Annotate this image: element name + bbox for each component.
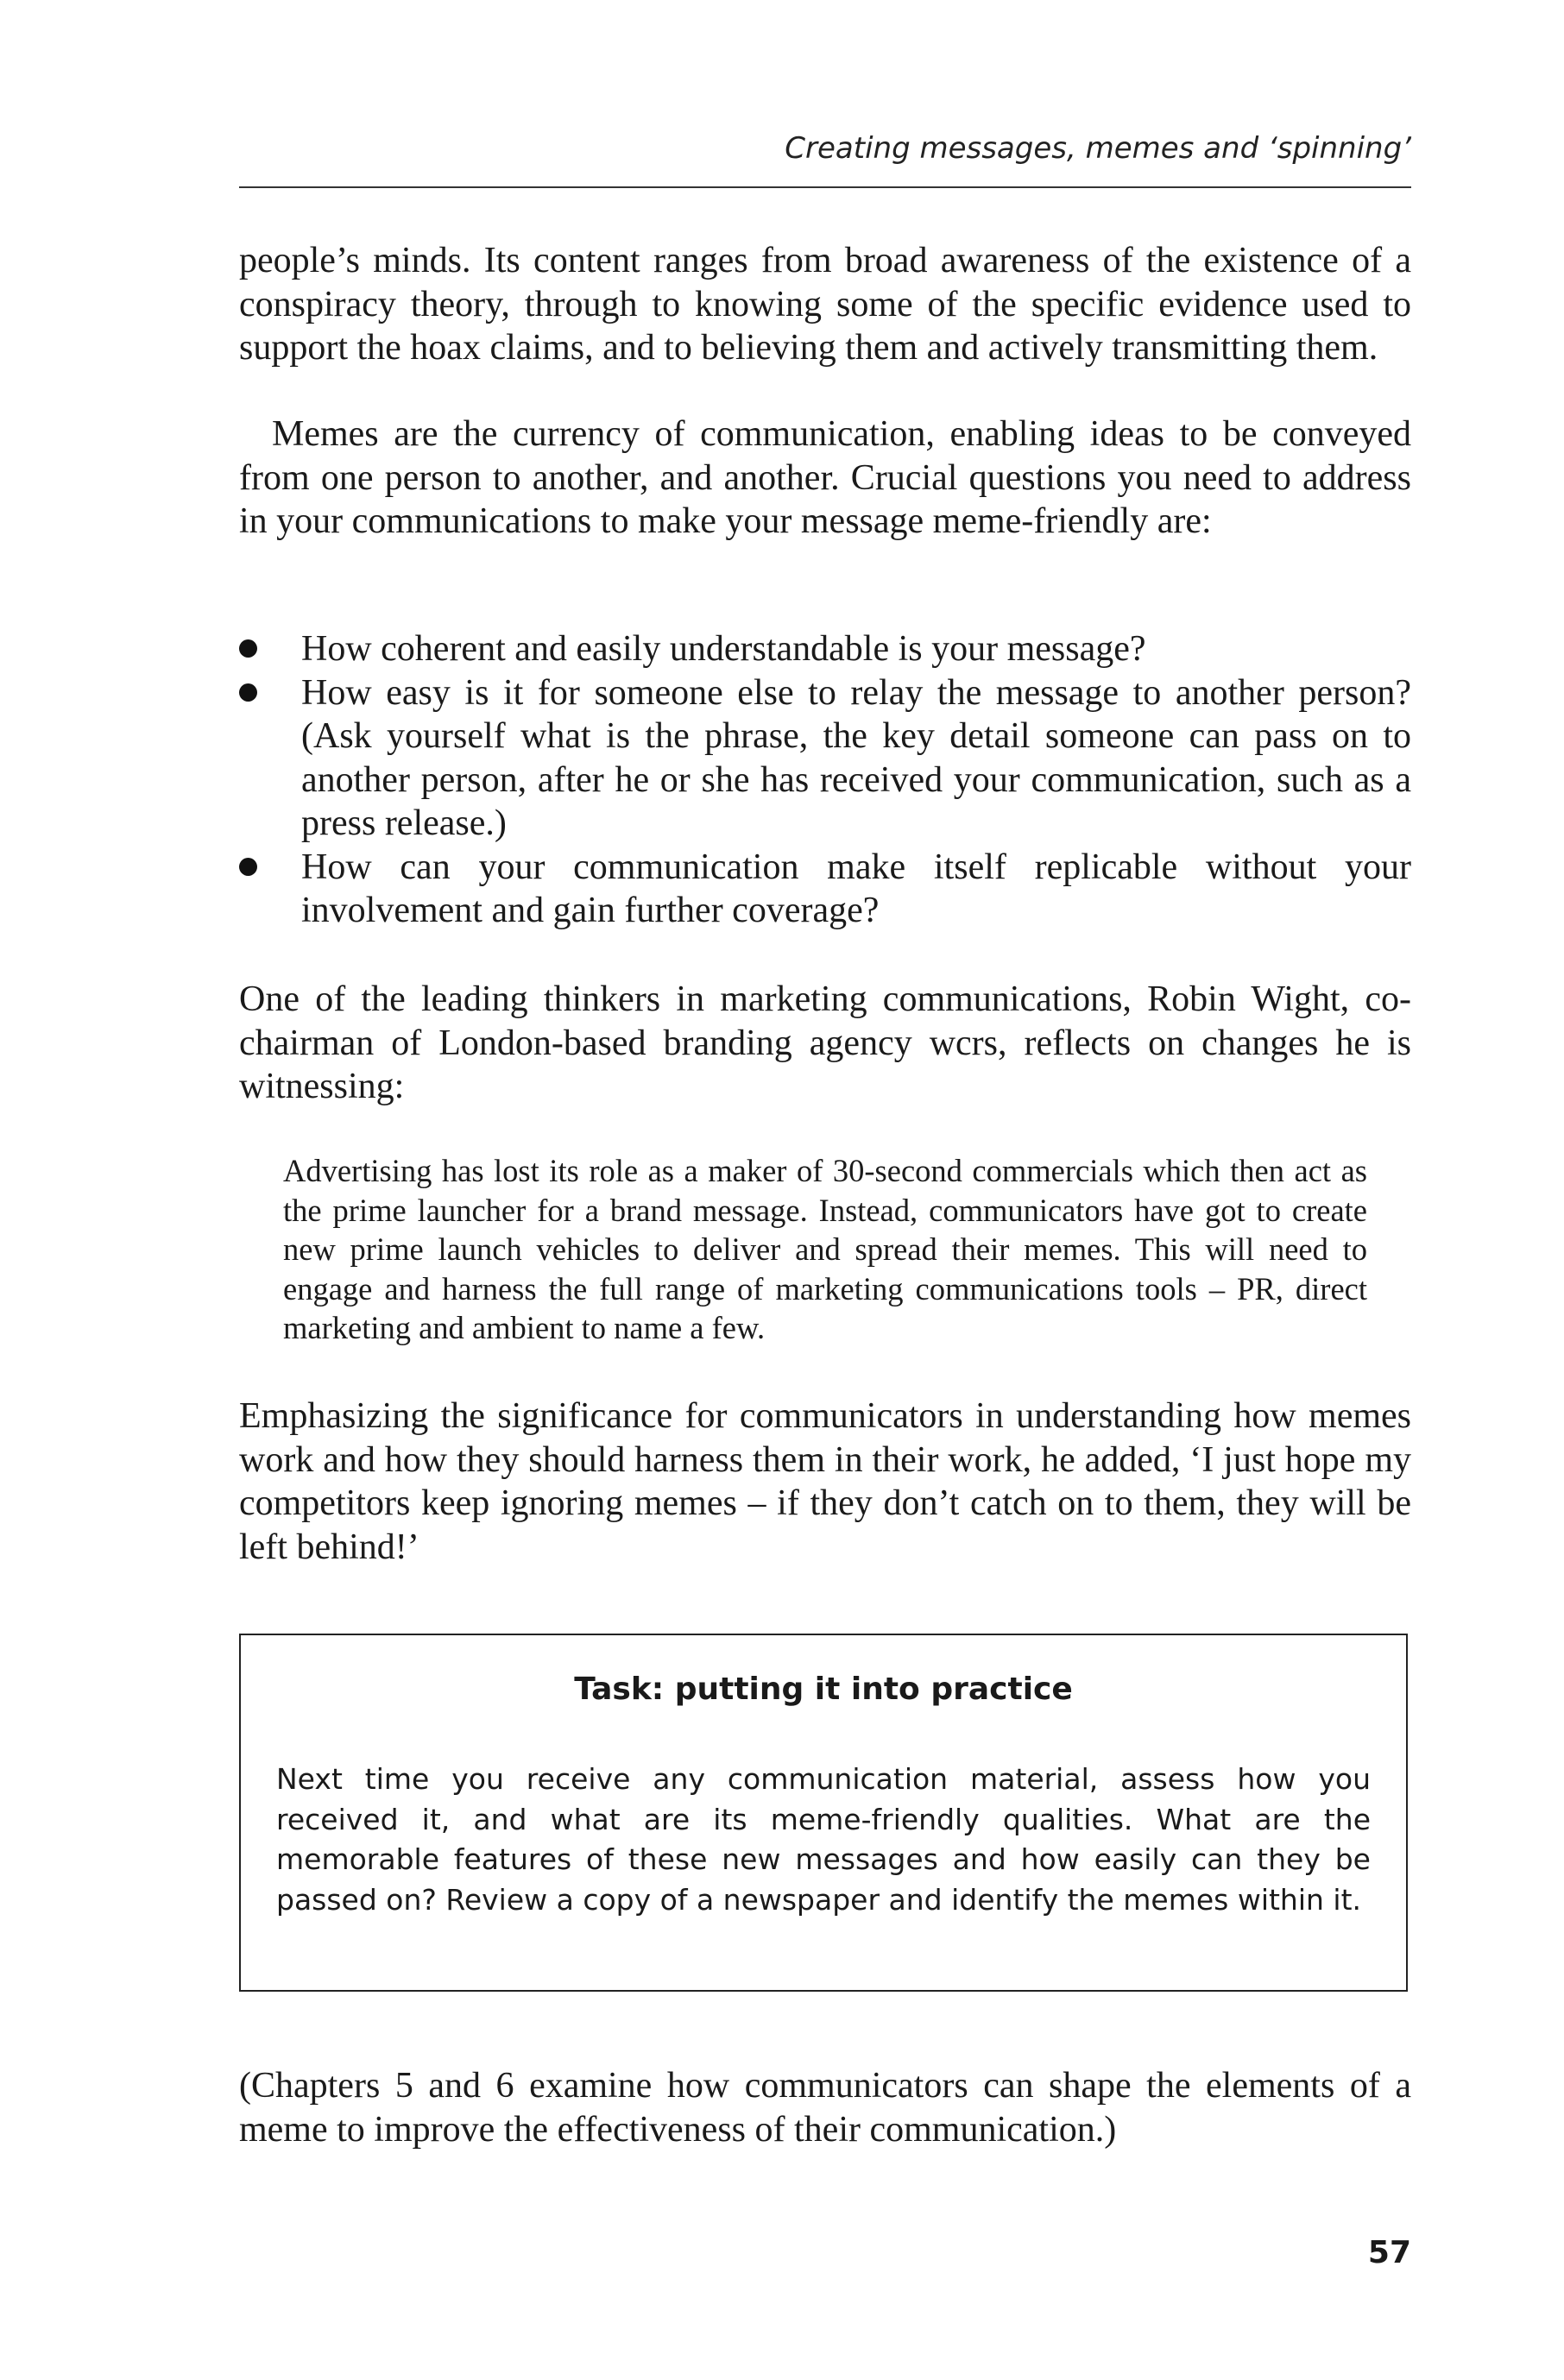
list-item-text: How coherent and easily understandable is your message? [301,629,1146,669]
list-item [239,846,1411,933]
task-box [239,1634,1408,1992]
paragraph-1: people’s minds. Its content ranges from broad awareness of the existence of a conspiracy theory, through to knowing some of the specific evidence used to support the hoax claims, and to believing them and actively transmitting them. [239,241,1411,368]
header-rule [239,186,1411,188]
bullet-list [239,627,1411,933]
list-item-text: How can your communication make itself replicable without your involvement and gain further coverage? [301,847,1411,930]
paragraph-4: Emphasizing the significance for communicators in understanding how memes work and how they should harness them in their work, he added, ‘I just hope my competitors keep ignoring memes – if they don’t catch on to them, they will be left behind!’ [239,1396,1411,1567]
page-number: 57 [1367,2235,1411,2270]
bullet-icon [239,683,257,702]
list-item [239,627,1411,671]
bullet-icon [239,858,257,876]
task-title: Task: putting it into practice [574,1672,1073,1707]
task-text: Next time you receive any communication material, assess how you received it, and what are its meme-friendly qualities. What are the memorable features of these new messages and how easily can they be passed on? Review a copy of a newspaper and identify the memes within it. [276,1762,1371,1917]
list-item-text: How easy is it for someone else to relay the message to another person? (Ask yourself what is the phrase, the key detail someone can pass on to another person, after he or she has received your communication, such as a press release.) [301,672,1411,843]
running-header: Creating messages, memes and ‘spinning’ [785,131,1411,166]
list-item [239,671,1411,846]
bullet-icon [239,639,257,658]
paragraph-2: Memes are the currency of communication, enabling ideas to be conveyed from one person to another, and another. Crucial questions you need to address in your communications to make your message meme-friendly are: [239,414,1411,541]
paragraph-5: (Chapters 5 and 6 examine how communicators can shape the elements of a meme to improve the effectiveness of their communication.) [239,2066,1411,2150]
block-quote: Advertising has lost its role as a maker of 30-second commercials which then act as the prime launcher for a brand message. Instead, communicators have got to create new prime launch vehicles to deliver and spread their memes. This will need to engage and harness the full range of marketing communications tools – PR, direct marketing and ambient to name a few. [283,1153,1367,1345]
paragraph-3: One of the leading thinkers in marketing communications, Robin Wight, co-chairman of London-based branding agency wcrs, reflects on changes he is witnessing: [239,979,1411,1106]
